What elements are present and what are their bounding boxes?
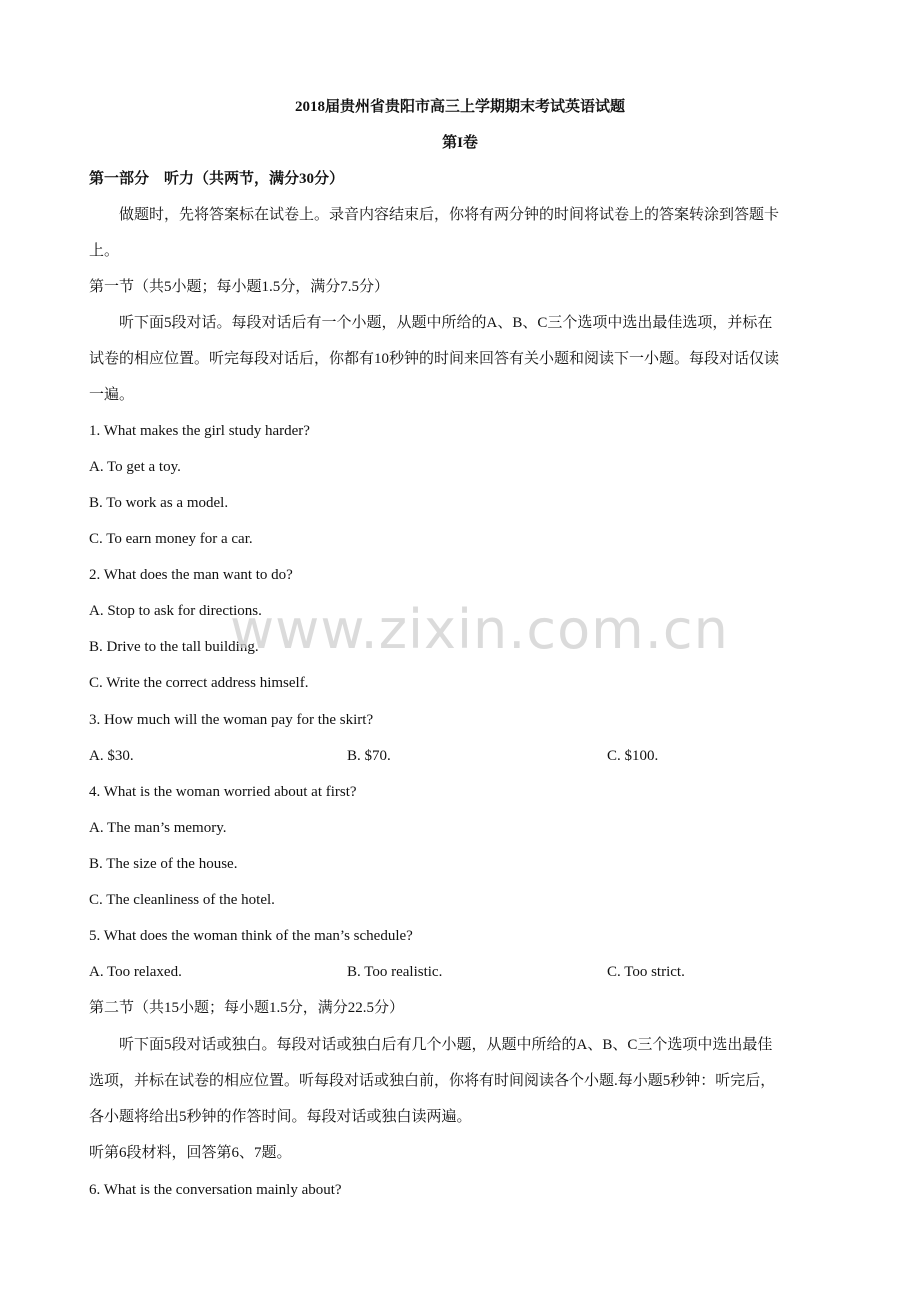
q2-stem: 2. What does the man want to do? (89, 567, 293, 583)
section1-instr-line3: 一遍。 (89, 387, 135, 403)
q1-stem: 1. What makes the girl study harder? (89, 423, 310, 439)
section1-instr-line2: 试卷的相应位置。听完每段对话后，你都有10秒钟的时间来回答有关小题和阅读下一小题。每段对话仅读 (89, 351, 780, 367)
q1-option-c: C. To earn money for a car. (89, 531, 253, 547)
q3-option-c: C. $100. (607, 748, 659, 764)
q5-option-b: B. Too realistic. (347, 964, 443, 980)
q2-option-a: A. Stop to ask for directions. (89, 603, 262, 619)
q3-stem: 3. How much will the woman pay for the skirt? (89, 712, 374, 728)
q2-option-b: B. Drive to the tall building. (89, 639, 259, 655)
watermark: www.zixin.com.cn (230, 598, 729, 661)
q4-option-c: C. The cleanliness of the hotel. (89, 892, 275, 908)
part1-heading: 第一部分 听力（共两节，满分30分） (89, 171, 345, 187)
q1-option-a: A. To get a toy. (89, 459, 181, 475)
section2-instr-line2: 选项，并标在试卷的相应位置。听每段对话或独白前，你将有时间阅读各个小题.每小题5秒钟：听完后， (89, 1073, 776, 1089)
q6-stem: 6. What is the conversation mainly about? (89, 1182, 342, 1198)
q1-option-b: B. To work as a model. (89, 495, 229, 511)
q4-stem: 4. What is the woman worried about at first? (89, 784, 357, 800)
q3-option-b: B. $70. (347, 748, 391, 764)
section2-instr-line3: 各小题将给出5秒钟的作答时间。每段对话或独白读两遍。 (89, 1109, 472, 1125)
exam-title: 2018届贵州省贵阳市高三上学期期末考试英语试题 (294, 99, 625, 115)
part1-intro-line2: 上。 (89, 243, 120, 259)
q4-option-b: B. The size of the house. (89, 856, 238, 872)
q3-option-a: A. $30. (89, 748, 134, 764)
q5-option-a: A. Too relaxed. (89, 964, 182, 980)
q5-stem: 5. What does the woman think of the man’s schedule? (89, 928, 413, 944)
part1-intro-line1: 做题时，先将答案标在试卷上。录音内容结束后，你将有两分钟的时间将试卷上的答案转涂到答题卡 (119, 207, 780, 223)
q2-option-c: C. Write the correct address himself. (89, 675, 309, 691)
volume-label: 第I卷 (442, 135, 478, 151)
section1-heading: 第一节（共5小题；每小题1.5分，满分7.5分） (89, 279, 390, 295)
section2-heading: 第二节（共15小题；每小题1.5分，满分22.5分） (89, 1000, 405, 1016)
material-6-label: 听第6段材料，回答第6、7题。 (89, 1145, 292, 1161)
section2-instr-line1: 听下面5段对话或独白。每段对话或独白后有几个小题，从题中所给的A、B、C三个选项中选出最佳 (119, 1037, 773, 1053)
section1-instr-line1: 听下面5段对话。每段对话后有一个小题，从题中所给的A、B、C三个选项中选出最佳选项，并标在 (119, 315, 773, 331)
q5-option-c: C. Too strict. (607, 964, 685, 980)
q4-option-a: A. The man’s memory. (89, 820, 227, 836)
